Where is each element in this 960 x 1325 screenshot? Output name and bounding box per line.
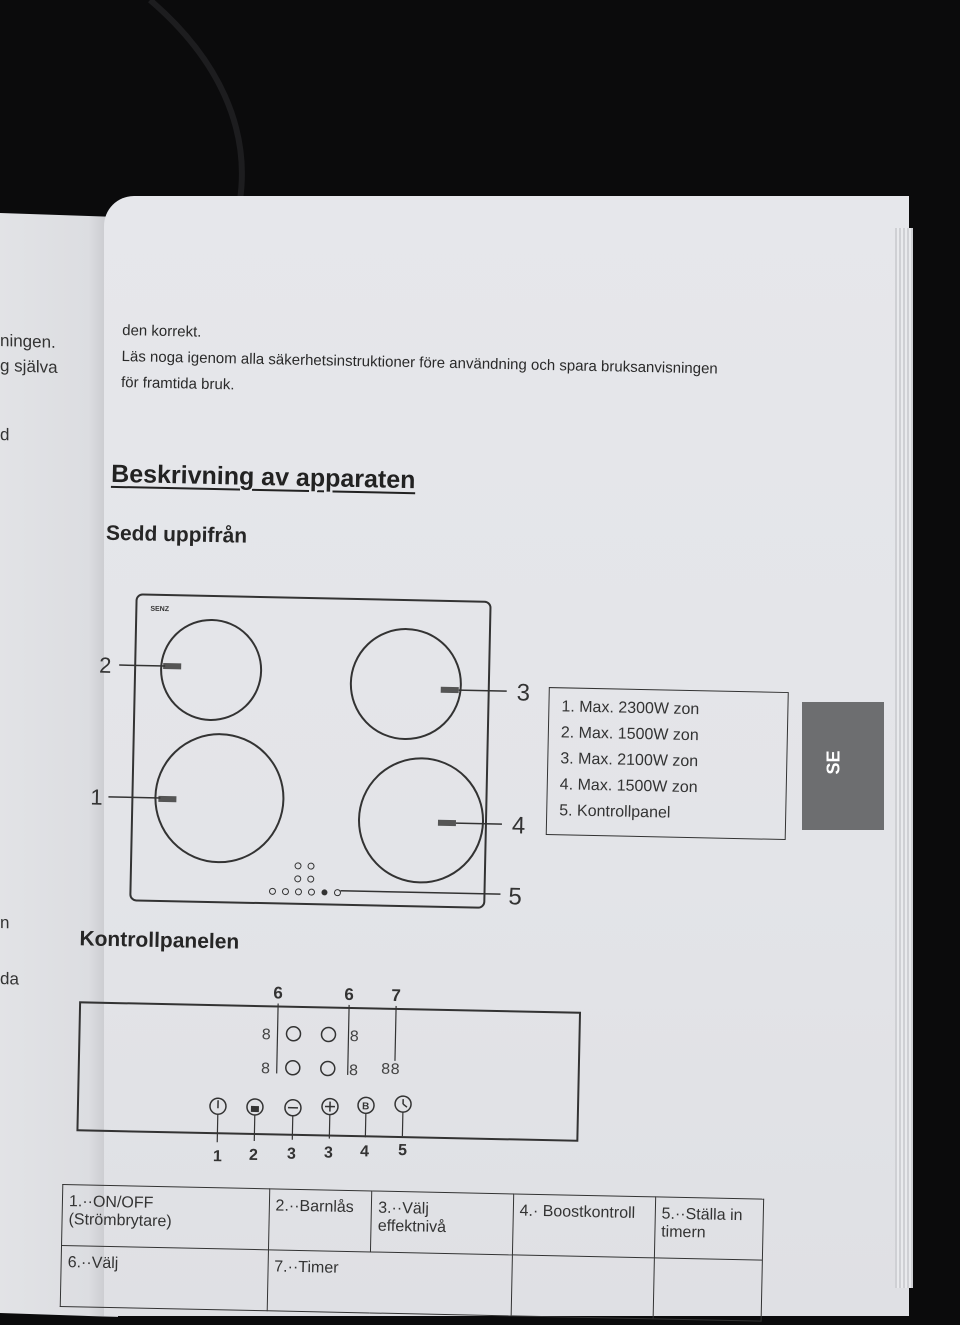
svg-text:B: B (362, 1101, 369, 1112)
panel-label-bottom: 4 (360, 1143, 369, 1160)
legend-item: 4. Max. 1500W zon (559, 772, 697, 801)
intro-line: för framtida bruk. (121, 370, 235, 398)
panel-label-bottom: 3 (287, 1146, 296, 1163)
callout-1: 1 (90, 784, 103, 809)
timer-icon (395, 1096, 411, 1112)
legend-item: 2. Max. 1500W zon (561, 720, 699, 749)
table-cell: 1.··ON/OFF (Strömbrytare) (62, 1184, 270, 1249)
language-tab-label: SE (824, 750, 845, 774)
legend-item: 3. Max. 2100W zon (560, 746, 698, 775)
left-page-fragment: n (0, 913, 9, 933)
panel-label-top: 6 (273, 983, 283, 1002)
segment-display: 8 (349, 1062, 359, 1080)
table-cell: 4.· Boostkontroll (512, 1194, 655, 1258)
intro-line: Läs noga igenom alla säkerhetsinstruktioner före användning och spara bruksanvisningen (121, 344, 718, 382)
minus-icon (285, 1100, 301, 1116)
function-table (60, 1184, 764, 1322)
left-page-fragment: g själva (0, 356, 58, 378)
section-title: Beskrivning av apparaten (111, 460, 416, 495)
leader-line (365, 1113, 366, 1137)
hob-brand: SENZ (150, 606, 170, 613)
table-cell: 2.··Barnlås (268, 1189, 372, 1252)
power-icon (210, 1098, 226, 1114)
panel-label-top: 7 (391, 986, 401, 1005)
boost-icon (358, 1097, 374, 1113)
segment-display: 8 (261, 1060, 271, 1078)
panel-label-top: 6 (344, 985, 354, 1004)
panel-label-bottom: 1 (213, 1148, 222, 1165)
zone-indicator (286, 1061, 300, 1075)
leader-line (395, 1006, 396, 1061)
zone-indicator (321, 1061, 335, 1075)
table-cell (511, 1255, 654, 1319)
table-cell: 3.··Välj effektnivå (371, 1191, 514, 1255)
table-cell: 7.··Timer (267, 1250, 512, 1316)
panel-label-bottom: 3 (324, 1144, 333, 1161)
leader-line (254, 1115, 255, 1141)
language-tab (802, 702, 884, 830)
leader-line (292, 1116, 293, 1140)
table-cell: 6.··Välj (60, 1245, 268, 1310)
legend-item: 1. Max. 2300W zon (561, 694, 699, 723)
panel-label-bottom: 2 (249, 1147, 258, 1164)
table-cell (653, 1258, 762, 1321)
segment-display: 8 (349, 1028, 359, 1046)
callout-3: 3 (516, 679, 530, 706)
top-view-title: Sedd uppifrån (106, 522, 248, 549)
lock-icon (247, 1099, 263, 1115)
leader-line (402, 1112, 403, 1136)
plus-icon (322, 1098, 338, 1114)
intro-line: den korrekt. (122, 318, 202, 346)
table-cell: 5.··Ställa in timern (654, 1197, 763, 1260)
legend-item: 5. Kontrollpanel (559, 798, 697, 827)
leader-line (217, 1114, 218, 1142)
left-page-fragment: ningen. (0, 331, 56, 353)
panel-label-bottom: 5 (398, 1142, 407, 1159)
callout-2: 2 (99, 653, 112, 678)
zone-indicator (286, 1027, 300, 1041)
control-panel-outline (77, 1002, 580, 1140)
callout-5: 5 (508, 883, 522, 910)
left-page-fragment: d (0, 425, 9, 445)
timer-display: 88 (381, 1061, 401, 1079)
left-page-fragment: da (0, 969, 19, 990)
segment-display: 8 (261, 1026, 271, 1044)
leader-line (329, 1115, 330, 1139)
callout-4: 4 (512, 812, 526, 839)
leader-line (277, 1003, 278, 1073)
zone-indicator (321, 1027, 335, 1041)
control-panel-title: Kontrollpanelen (79, 927, 239, 954)
